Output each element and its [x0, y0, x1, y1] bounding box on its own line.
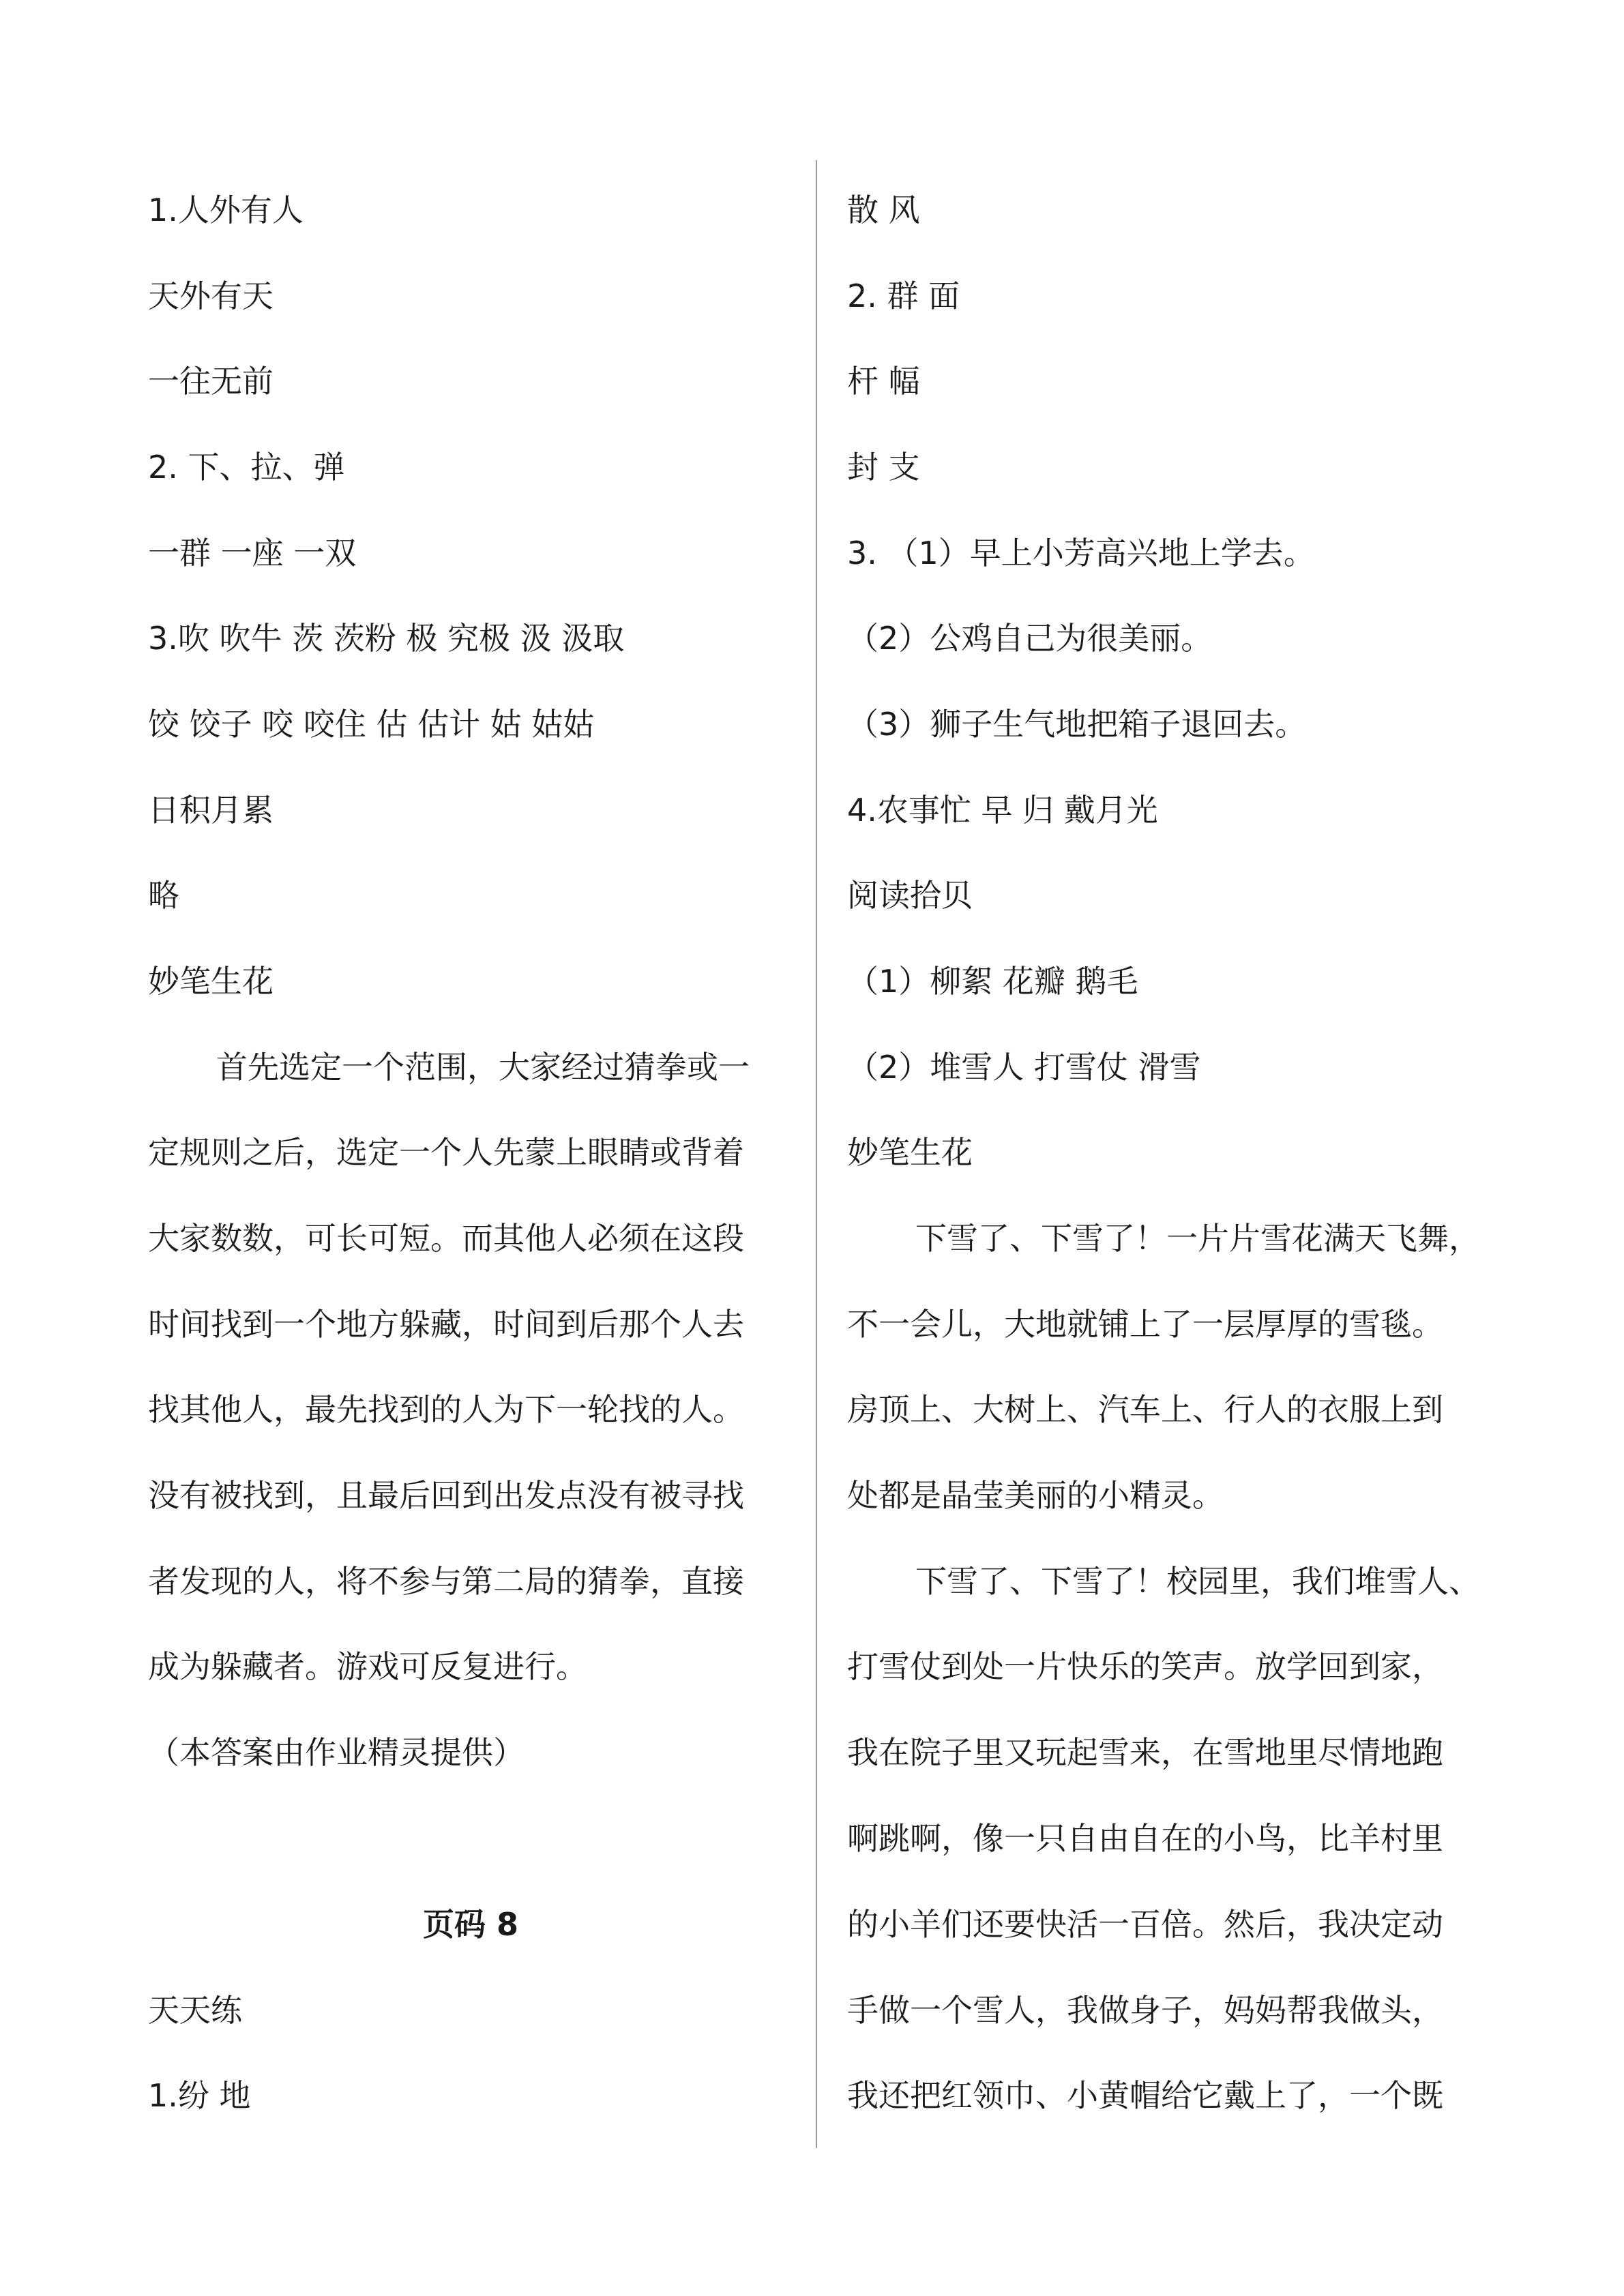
left-line: 饺 饺子 咬 咬住 估 估计 姑 姑姑: [148, 706, 595, 743]
right-essay-line: 我还把红领巾、小黄帽给它戴上了，一个既: [847, 2077, 1443, 2114]
right-essay-line: 啊跳啊，像一只自由自在的小鸟，比羊村里: [847, 1820, 1443, 1857]
left-line: 3.吹 吹牛 茨 茨粉 极 究极 汲 汲取: [148, 620, 625, 657]
right-line: （2）公鸡自己为很美丽。: [847, 620, 1213, 657]
right-essay-line: 下雪了、下雪了！一片片雪花满天飞舞，: [915, 1220, 1480, 1257]
left-essay-line: 者发现的人，将不参与第二局的猜拳，直接: [148, 1563, 744, 1600]
left-line: 天外有天: [148, 278, 274, 314]
right-essay-line: 我在院子里又玩起雪来，在雪地里尽情地跑: [847, 1734, 1443, 1771]
section-title: 天天练: [148, 1992, 242, 2029]
left-line: 2. 下、拉、弹: [148, 449, 345, 486]
left-line: 一往无前: [148, 363, 274, 400]
left-essay-line: 大家数数，可长可短。而其他人必须在这段: [148, 1220, 744, 1257]
left-line: 妙笔生花: [148, 963, 274, 1000]
left-essay-line: 成为躲藏者。游戏可反复进行。: [148, 1648, 587, 1685]
right-essay-line: 手做一个雪人，我做身子，妈妈帮我做头，: [847, 1992, 1443, 2029]
right-line: 4.农事忙 早 归 戴月光: [847, 792, 1158, 829]
left-essay-line: 没有被找到，且最后回到出发点没有被寻找: [148, 1477, 744, 1514]
right-line: 2. 群 面: [847, 278, 960, 314]
right-line: （1）柳絮 花瓣 鹅毛: [847, 963, 1138, 1000]
left-line: 一群 一座 一双: [148, 535, 357, 571]
right-essay-line: 处都是晶莹美丽的小精灵。: [847, 1477, 1224, 1514]
right-essay-line: 房顶上、大树上、汽车上、行人的衣服上到: [847, 1391, 1443, 1428]
left-line: 1.人外有人: [148, 192, 304, 228]
right-line: 散 风: [847, 192, 920, 228]
right-line: 封 支: [847, 449, 920, 486]
column-divider: [816, 160, 817, 2148]
right-line: 3. （1）早上小芳高兴地上学去。: [847, 535, 1315, 571]
left-essay-line: 找其他人，最先找到的人为下一轮找的人。: [148, 1391, 744, 1428]
page-number-heading: 页码 8: [423, 1906, 519, 1943]
right-essay-line: 的小羊们还要快活一百倍。然后，我决定动: [847, 1906, 1443, 1943]
left-essay-line: 首先选定一个范围，大家经过猜拳或一: [216, 1049, 750, 1086]
left-line: 1.纷 地: [148, 2077, 251, 2114]
right-essay-line: 打雪仗到处一片快乐的笑声。放学回到家，: [847, 1648, 1443, 1685]
right-line: （2）堆雪人 打雪仗 滑雪: [847, 1049, 1201, 1086]
right-essay-line: 下雪了、下雪了！校园里，我们堆雪人、: [915, 1563, 1480, 1600]
right-essay-line: 不一会儿，大地就铺上了一层厚厚的雪毯。: [847, 1306, 1443, 1343]
left-essay-line: 定规则之后，选定一个人先蒙上眼睛或背着: [148, 1134, 744, 1171]
left-line: 日积月累: [148, 792, 274, 829]
left-line: 略: [148, 877, 179, 914]
right-line: （3）狮子生气地把箱子退回去。: [847, 706, 1307, 743]
answer-credit: （本答案由作业精灵提供）: [148, 1734, 525, 1771]
left-essay-line: 时间找到一个地方躲藏，时间到后那个人去: [148, 1306, 744, 1343]
right-line: 妙笔生花: [847, 1134, 973, 1171]
right-line: 阅读拾贝: [847, 877, 973, 914]
right-line: 杆 幅: [847, 363, 920, 400]
